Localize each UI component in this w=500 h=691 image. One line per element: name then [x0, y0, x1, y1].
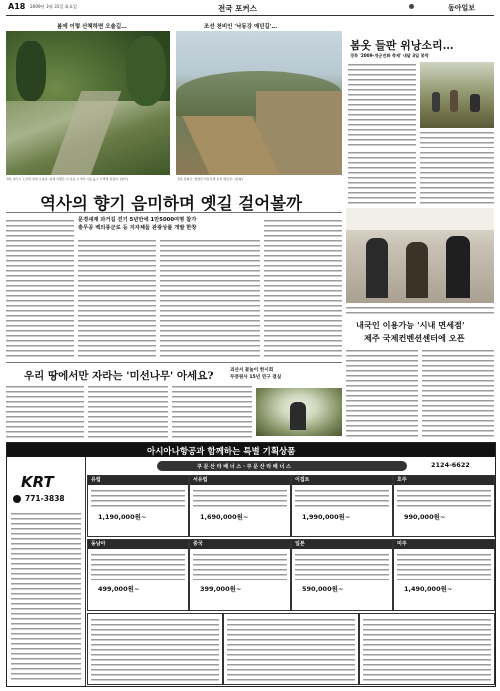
travel-ad — [6, 442, 496, 687]
ad-cell-8[interactable] — [393, 539, 495, 611]
white-forsythia-photo — [256, 388, 342, 436]
tree-story-headline: 우리 땅에서만 자라는 '미선나무' 아세요? — [24, 370, 214, 382]
ad-cell-price: 499,000원~ — [98, 585, 140, 593]
ad-cell-1[interactable] — [87, 475, 189, 537]
main-subhead-1: 문경새재 과거길 걷기 5년만에 1만5000여명 참가 — [78, 217, 197, 223]
ad-cell-price: 1,990,000원~ — [302, 513, 351, 521]
main-headline: 역사의 향기 음미하며 옛길 걸어볼까 — [40, 194, 303, 213]
main-story-col-2 — [78, 238, 156, 358]
tree-story-col-2 — [88, 384, 168, 438]
ad-cell-title: 동남아 — [88, 540, 188, 549]
main-subhead-2: 충무공 백의종군로 등 지자체들 관광상품 개발 한창 — [78, 225, 197, 231]
issue-date: 2009년 3월 31일 화요일 — [30, 4, 77, 9]
right-story-col-3 — [420, 150, 494, 204]
ad-cell-price: 990,000원~ — [404, 513, 446, 521]
forest-path-photo — [6, 31, 170, 175]
photo-left-title: 봄에 이렇 산책하면 오솔길… — [57, 24, 127, 30]
ad-banner — [7, 443, 495, 457]
duty-free-photo-caption — [346, 305, 494, 317]
ad-slogan-bar — [157, 461, 407, 471]
page-header — [0, 0, 500, 14]
right-story-col-1 — [348, 62, 416, 148]
ad-cell-6[interactable] — [189, 539, 291, 611]
duty-free-headline-2: 제주 국제컨벤션센터에 오픈 — [364, 333, 465, 343]
duty-free-story-col-2 — [422, 348, 494, 438]
right-photo-caption — [420, 130, 494, 148]
photo-left-caption: 경북 영주시 도산면 일대 오솔길. 퇴계 이황은 이 길을 오가며 시를 읊고 사색에 잠겼다. [영주] — [6, 177, 128, 181]
ad-cell-title: 일본 — [292, 540, 392, 549]
tree-side-heading — [230, 367, 340, 381]
duty-free-shop-photo — [346, 208, 494, 303]
ad-bottom-block-3 — [359, 613, 495, 685]
section-title: 전국 포커스 — [218, 3, 257, 13]
ad-cell-price: 1,490,000원~ — [404, 585, 453, 593]
header-rule — [6, 15, 494, 16]
photo-right-caption: 경북 봉화군 '청량산 낙동강변 조선 예던길'. [봉화] — [177, 177, 243, 181]
ad-cell-price: 1,190,000원~ — [98, 513, 147, 521]
krt-list — [11, 511, 81, 681]
ad-bottom-block-1 — [87, 613, 223, 685]
tree-section-rule — [6, 362, 342, 363]
tree-story-col-1 — [6, 384, 84, 438]
right-story-subhead: 경북 '2009-개군진화 축제' 내달 3일 봉막 — [350, 53, 429, 58]
ad-cell-title: 서유럽 — [190, 476, 290, 485]
tree-side-heading-2: 무증원사 15년 연구 결실 — [230, 375, 282, 380]
krt-phone-icon — [13, 495, 21, 503]
ad-cell-title: 중국 — [190, 540, 290, 549]
duty-free-headline-1: 내국인 이용가능 '시내 면세점' — [356, 320, 465, 330]
ad-cell-title: 이집트 — [292, 476, 392, 485]
main-story-col-3 — [160, 238, 260, 358]
duty-free-story-col-1 — [346, 348, 418, 438]
main-story-col-1 — [6, 218, 74, 358]
right-story-col-2 — [348, 150, 416, 204]
main-subhead-block — [78, 216, 260, 238]
krt-logo: KRT — [21, 473, 54, 491]
ad-bottom-block-2 — [223, 613, 359, 685]
ad-cell-price: 399,000원~ — [200, 585, 242, 593]
ad-slogan: 쿠 문 산 라 배 너 스 · 쿠 문 산 라 배 너 스 — [197, 463, 291, 470]
right-story-headline: 봄옷 들판 위낭소리… — [350, 39, 454, 52]
page-number: A18 — [8, 2, 26, 11]
ad-cell-5[interactable] — [87, 539, 189, 611]
ad-cell-7[interactable] — [291, 539, 393, 611]
tree-story-col-3 — [172, 384, 252, 438]
ad-cell-price: 1,690,000원~ — [200, 513, 249, 521]
ad-right-phone: 2124-6622 — [431, 461, 470, 469]
ad-cell-title: 호주 — [394, 476, 494, 485]
ad-cell-title: 미주 — [394, 540, 494, 549]
krt-phone: 771-3838 — [25, 494, 65, 503]
riverside-trail-photo — [176, 31, 342, 175]
ad-cell-title: 유럽 — [88, 476, 188, 485]
brand-logo: 동아일보 — [448, 2, 476, 12]
brand-icon — [409, 4, 414, 9]
tree-side-heading-1: 괴산서 꽃놀이 한시회 — [230, 368, 274, 373]
ad-cell-4[interactable] — [393, 475, 495, 537]
photo-right-title: 조선 천비인 '낙동강 예던길'… — [204, 24, 278, 30]
ad-cell-2[interactable] — [189, 475, 291, 537]
ad-cell-price: 590,000원~ — [302, 585, 344, 593]
ad-cell-3[interactable] — [291, 475, 393, 537]
headline-rule — [6, 212, 342, 213]
main-story-col-4 — [264, 218, 342, 358]
field-festival-photo — [420, 62, 494, 128]
ad-banner-text: 아시아나항공과 함께하는 특별 기획상품 — [147, 446, 296, 457]
krt-logo-block — [7, 457, 86, 686]
